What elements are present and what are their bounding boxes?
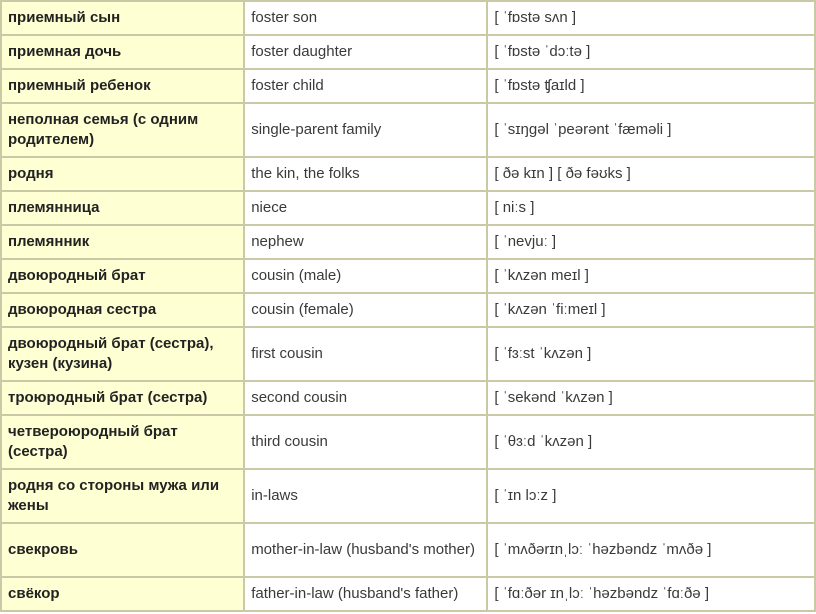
table-row bbox=[2, 524, 814, 576]
russian-term: неполная семья (с одним родителем) bbox=[2, 104, 243, 156]
english-term: the kin, the folks bbox=[245, 158, 486, 190]
russian-term: родня со стороны мужа или жены bbox=[2, 470, 243, 522]
russian-term: свекровь bbox=[2, 524, 243, 576]
english-term: nephew bbox=[245, 226, 486, 258]
english-term: cousin (female) bbox=[245, 294, 486, 326]
russian-term: племянница bbox=[2, 192, 243, 224]
transcription: [ ˈfɒstə sʌn ] bbox=[488, 2, 814, 34]
transcription: [ niːs ] bbox=[488, 192, 814, 224]
english-term: mother-in-law (husband's mother) bbox=[245, 524, 486, 576]
russian-term: двоюродный брат (сестра), кузен (кузина) bbox=[2, 328, 243, 380]
transcription: [ ˈfɜːst ˈkʌzən ] bbox=[488, 328, 814, 380]
table-row bbox=[2, 70, 814, 102]
english-term: foster child bbox=[245, 70, 486, 102]
russian-term: племянник bbox=[2, 226, 243, 258]
table-row bbox=[2, 294, 814, 326]
russian-term: четвероюродный брат (сестра) bbox=[2, 416, 243, 468]
table-row bbox=[2, 382, 814, 414]
table-row bbox=[2, 226, 814, 258]
russian-term: приемная дочь bbox=[2, 36, 243, 68]
table-row bbox=[2, 104, 814, 156]
transcription: [ ˈkʌzən meɪl ] bbox=[488, 260, 814, 292]
transcription: [ ˈθɜːd ˈkʌzən ] bbox=[488, 416, 814, 468]
transcription: [ ˈnevjuː ] bbox=[488, 226, 814, 258]
table-row bbox=[2, 260, 814, 292]
transcription: [ ðə kɪn ] [ ðə fəʊks ] bbox=[488, 158, 814, 190]
english-term: niece bbox=[245, 192, 486, 224]
english-term: cousin (male) bbox=[245, 260, 486, 292]
table-row bbox=[2, 578, 814, 610]
transcription: [ ˈfɑːðər ɪnˌlɔː ˈhəzbəndz ˈfɑːðə ] bbox=[488, 578, 814, 610]
transcription: [ ˈsɪŋgəl ˈpeərənt ˈfæməli ] bbox=[488, 104, 814, 156]
russian-term: родня bbox=[2, 158, 243, 190]
table-row bbox=[2, 192, 814, 224]
russian-term: приемный сын bbox=[2, 2, 243, 34]
russian-term: троюродный брат (сестра) bbox=[2, 382, 243, 414]
transcription: [ ˈfɒstə ʧaɪld ] bbox=[488, 70, 814, 102]
table-row bbox=[2, 328, 814, 380]
english-term: third cousin bbox=[245, 416, 486, 468]
table-row bbox=[2, 470, 814, 522]
english-term: single-parent family bbox=[245, 104, 486, 156]
table-row bbox=[2, 36, 814, 68]
english-term: first cousin bbox=[245, 328, 486, 380]
table-row bbox=[2, 416, 814, 468]
transcription: [ ˈmʌðərɪnˌlɔː ˈhəzbəndz ˈmʌðə ] bbox=[488, 524, 814, 576]
transcription: [ ˈsekənd ˈkʌzən ] bbox=[488, 382, 814, 414]
table-row bbox=[2, 2, 814, 34]
russian-term: двоюродный брат bbox=[2, 260, 243, 292]
transcription: [ ˈɪn lɔːz ] bbox=[488, 470, 814, 522]
english-term: foster son bbox=[245, 2, 486, 34]
english-term: in-laws bbox=[245, 470, 486, 522]
transcription: [ ˈkʌzən ˈfiːmeɪl ] bbox=[488, 294, 814, 326]
english-term: foster daughter bbox=[245, 36, 486, 68]
table-row bbox=[2, 158, 814, 190]
russian-term: приемный ребенок bbox=[2, 70, 243, 102]
russian-term: двоюродная сестра bbox=[2, 294, 243, 326]
transcription: [ ˈfɒstə ˈdɔːtə ] bbox=[488, 36, 814, 68]
english-term: father-in-law (husband's father) bbox=[245, 578, 486, 610]
english-term: second cousin bbox=[245, 382, 486, 414]
russian-term: свёкор bbox=[2, 578, 243, 610]
